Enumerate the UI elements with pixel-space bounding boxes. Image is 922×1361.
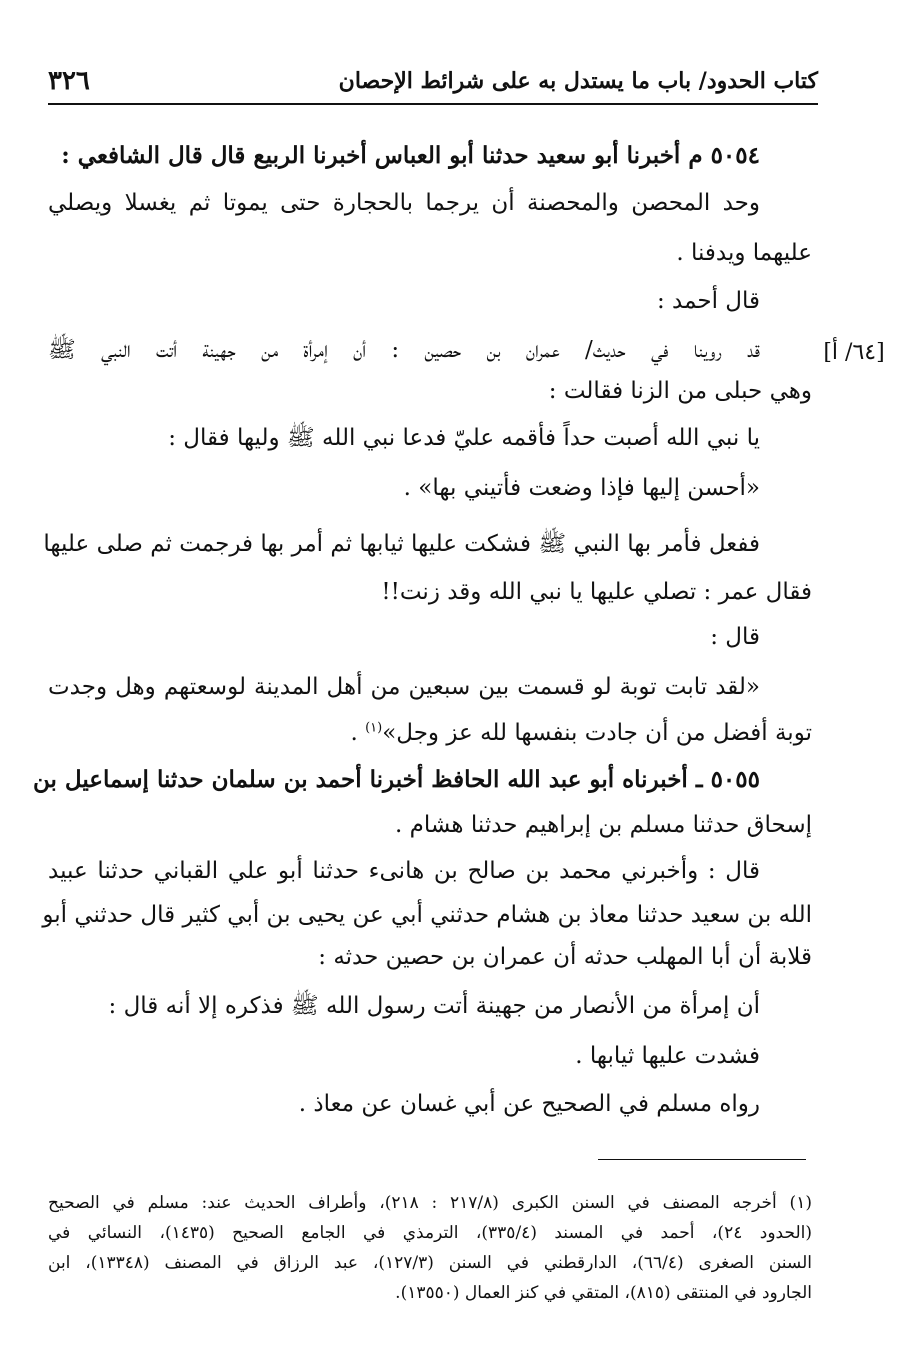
running-title: كتاب الحدود/ باب ما يستدل به على شرائط الإحصان bbox=[338, 68, 818, 94]
margin-note: [٦٤/ أ] bbox=[823, 340, 885, 365]
text-line: أن إمرأة من الأنصار من جهينة أتت رسول الله ﷺ فذكره إلا أنه قال : bbox=[108, 993, 760, 1019]
text-line: رواه مسلم في الصحيح عن أبي غسان عن معاذ . bbox=[298, 1091, 760, 1117]
text-line: قال : وأخبرني محمد بن صالح بن هانىء حدثنا أبو علي القباني حدثنا عبيد bbox=[48, 858, 760, 884]
text-line: عليهما ويدفنا . bbox=[676, 240, 812, 266]
text-line: «أحسن إليها فإذا وضعت فأتيني بها» . bbox=[403, 475, 760, 501]
footnote-line: السنن الصغرى (٦٦/٤)، الدارقطني في السنن (١٢٧/٣)، عبد الرزاق في المصنف (١٣٣٤٨)، ابن bbox=[48, 1253, 812, 1273]
text-line: وحد المحصن والمحصنة أن يرجما بالحجارة حتى يموتا ثم يغسلا ويصلي bbox=[48, 190, 760, 216]
header-rule bbox=[48, 103, 818, 105]
text-line: إسحاق حدثنا مسلم بن إبراهيم حدثنا هشام . bbox=[395, 812, 812, 838]
text-line: يا نبي الله أصبت حداً فأقمه عليّ فدعا نبي الله ﷺ وليها فقال : bbox=[168, 425, 760, 451]
text-line-content: توبة أفضل من أن جادت بنفسها لله عز وجل» bbox=[382, 720, 812, 746]
footnote-marker: (١) bbox=[365, 720, 383, 736]
text-line: الله بن سعيد حدثنا معاذ بن هشام حدثني أبي عن يحيى بن أبي كثير قال حدثني أبو bbox=[42, 902, 812, 928]
text-line: قد روينا في حديث/ عمران بن حصين : أن إمرأة من جهينة أتت النبي ﷺ bbox=[48, 337, 760, 363]
page-header bbox=[48, 60, 818, 102]
text-line bbox=[350, 714, 812, 752]
footnote-line: الجارود في المنتقى (٨١٥)، المتقي في كنز العمال (١٣٥٥٠). bbox=[395, 1283, 812, 1303]
hadith-5055-heading: ٥٠٥٥ ـ أخبرناه أبو عبد الله الحافظ أخبرنا أحمد بن سلمان حدثنا إسماعيل بن bbox=[32, 766, 760, 793]
hadith-5054-heading: ٥٠٥٤ م أخبرنا أبو سعيد حدثنا أبو العباس أخبرنا الربيع قال قال الشافعي : bbox=[61, 142, 760, 169]
footnote-line: (١) أخرجه المصنف في السنن الكبرى (٢١٧/٨ : ٢١٨)، وأطراف الحديث عند: مسلم في الصحيح bbox=[48, 1193, 812, 1213]
text-line: قال : bbox=[710, 624, 760, 650]
text-line: قلابة أن أبا المهلب حدثه أن عمران بن حصين حدثه : bbox=[318, 944, 812, 970]
footnote-line: (الحدود ٢٤)، أحمد في المسند (٣٣٥/٤)، الترمذي في الجامع الصحيح (١٤٣٥)، النسائي في bbox=[48, 1223, 812, 1243]
text-line: «لقد تابت توبة لو قسمت بين سبعين من أهل المدينة لوسعتهم وهل وجدت bbox=[48, 674, 760, 700]
footnote-rule bbox=[598, 1159, 806, 1160]
page-number: ٣٢٦ bbox=[48, 66, 90, 96]
text-line: ففعل فأمر بها النبي ﷺ فشكت عليها ثيابها ثم أمر بها فرجمت ثم صلى عليها bbox=[43, 531, 760, 557]
text-line: فقال عمر : تصلي عليها يا نبي الله وقد زنت!! bbox=[381, 579, 812, 605]
text-line: قال أحمد : bbox=[656, 288, 760, 314]
line-end: . bbox=[350, 720, 366, 746]
text-line: وهي حبلى من الزنا فقالت : bbox=[548, 378, 812, 404]
text-line: فشدت عليها ثيابها . bbox=[575, 1043, 760, 1069]
